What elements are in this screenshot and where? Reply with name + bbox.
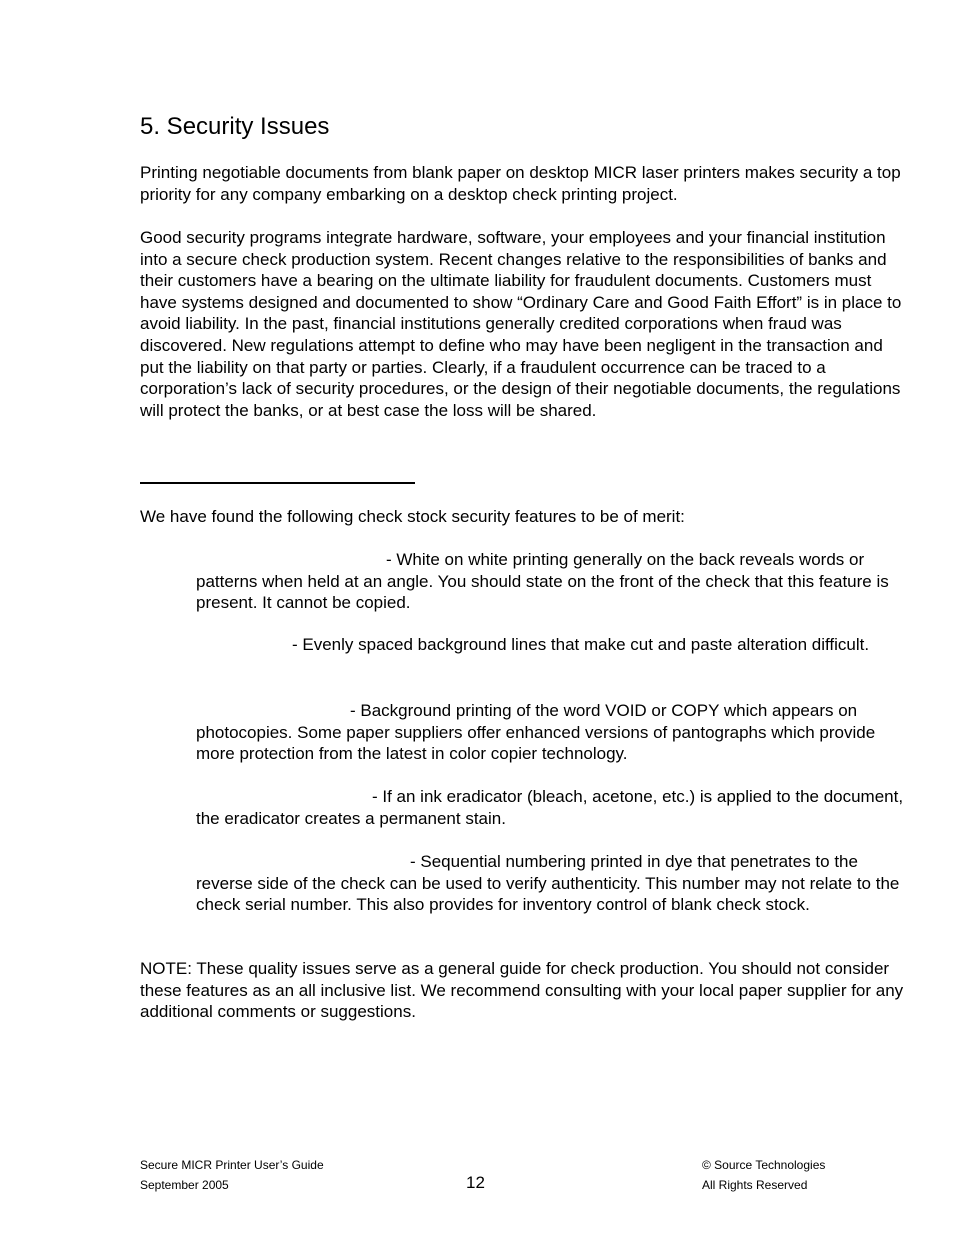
footer-left [140, 1155, 324, 1195]
section-divider [140, 482, 415, 484]
section-heading: 5. Security Issues [140, 113, 330, 140]
note-paragraph: NOTE: These quality issues serve as a general guide for check production. You should not consider these features as an all inclusive list. We recommend consulting with your local paper supplier for any additional comments or suggestions. [140, 959, 904, 1022]
footer-date: September 2005 [140, 1178, 229, 1192]
feature-item: - White on white printing generally on the back reveals words or patterns when held at an angle. You should state on the front of the check that this feature is present. It cannot be copied. [196, 550, 889, 613]
footer-copyright: © Source Technologies [702, 1158, 826, 1172]
security-programs-paragraph: Good security programs integrate hardware, software, your employees and your financial institution into a secure check production system. Recent changes relative to the responsibilities of banks and their customers have a bearing on the ultimate liability for fraudulent documents. Customers must have systems designed and documented to show “Ordinary Care and Good Faith Effort” is in place to avoid liability. In the past, financial institutions generally credited corporations when fraud was discovered. New regulations attempt to define who may have been negligent in the transaction and put the liability on that party or parties. Clearly, if a fraudulent occurrence can be traced to a corporation’s lack of security procedures, or the design of their negotiable documents, the regulations will protect the banks, or at best case the loss will be shared. [140, 228, 902, 420]
footer-doc-title: Secure MICR Printer User’s Guide [140, 1158, 324, 1172]
footer-rights: All Rights Reserved [702, 1178, 808, 1192]
page-number: 12 [466, 1173, 485, 1192]
features-intro: We have found the following check stock security features to be of merit: [140, 507, 685, 526]
intro-paragraph: Printing negotiable documents from blank paper on desktop MICR laser printers makes security a top priority for any company embarking on a desktop check printing project. [140, 163, 901, 204]
feature-item: - If an ink eradicator (bleach, acetone, etc.) is applied to the document, the eradicator creates a permanent stain. [196, 787, 904, 828]
footer-right [702, 1155, 825, 1195]
feature-item: - Sequential numbering printed in dye that penetrates to the reverse side of the check can be used to verify authenticity. This number may not relate to the check serial number. This also provides for inventory control of blank check stock. [196, 852, 900, 915]
feature-item: - Background printing of the word VOID or COPY which appears on photocopies. Some paper suppliers offer enhanced versions of pantographs which provide more protection from the latest in color copier technology. [196, 701, 876, 764]
feature-item: - Evenly spaced background lines that make cut and paste alteration difficult. [292, 635, 870, 654]
